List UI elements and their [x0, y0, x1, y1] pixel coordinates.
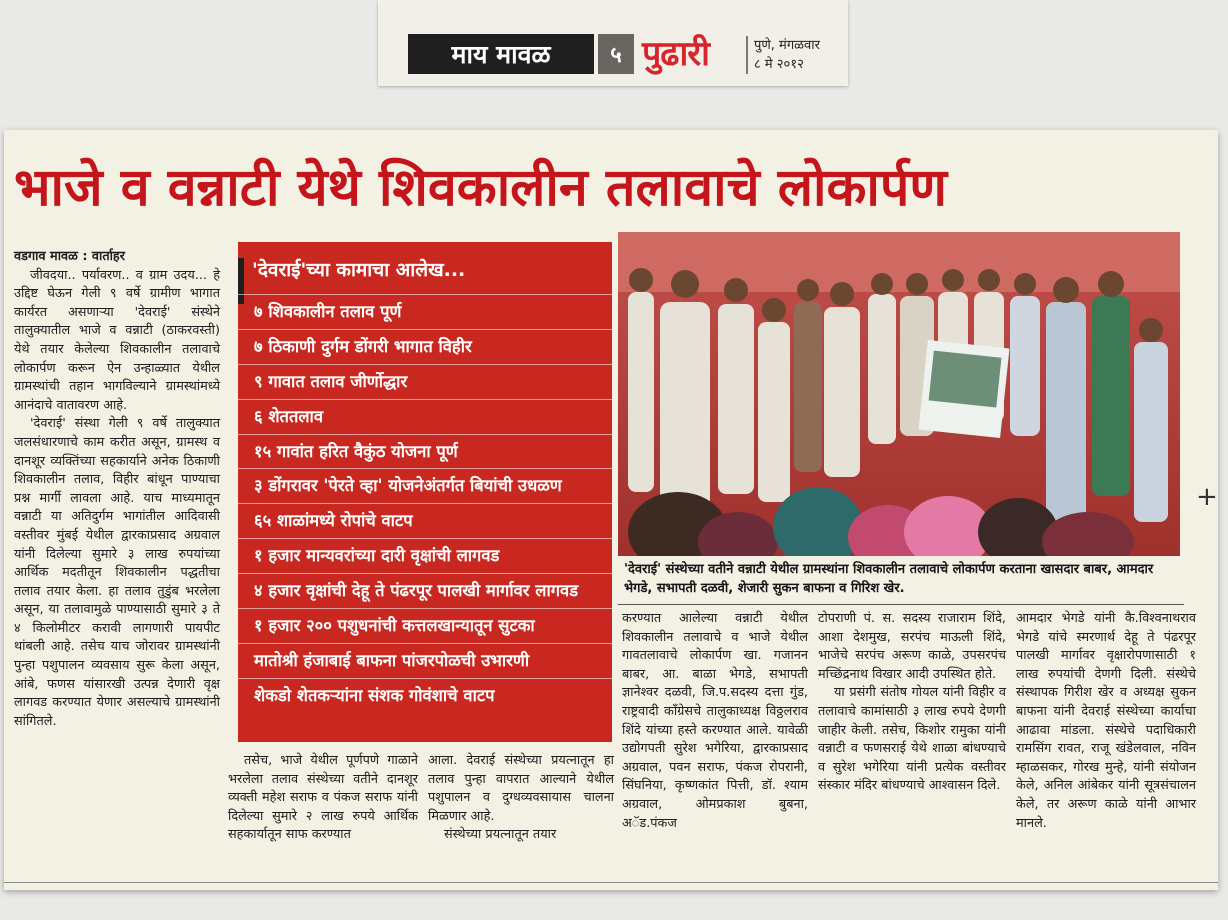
masthead-page-number: ५	[598, 34, 634, 74]
article-paragraph: जीवदया.. पर्यावरण.. व ग्राम उदय... हे उद्दिष्ट घेऊन गेली ९ वर्षे ग्रामीण भागात कार्यरत असणाऱ्या 'देवराई' संस्थेने तालुक्यातील भाजे व वन्नाटी (ठाकरवस्ती) येथे तयार केलेल्या शिवकालीन तलावाचे लोकार्पण करून ऐन उन्हाळ्यात येथील ग्रामस्थांची तहान भागविल्याने ग्रामस्थांमध्ये आनंदाचे वातावरण आहे.	[14, 267, 220, 413]
newspaper-logo: पुढारी	[642, 34, 709, 74]
devrai-work-sidebar	[238, 242, 612, 742]
sidebar-list-item: ९ गावात तलाव जीर्णोद्धार	[238, 364, 612, 399]
masthead-date: ८ मे २०१२	[754, 57, 804, 72]
event-photo-image	[618, 232, 1180, 556]
article-paragraph: टोपराणी पं. स. सदस्य राजाराम शिंदे, आशा देशमुख, सरपंच माऊली शिंदे, भाजेचे सरपंच अरूण काळे, उपसरपंच मच्छिंद्रनाथ विखार आदी उपस्थित होते.	[818, 611, 1006, 682]
sidebar-list-item: १५ गावांत हरित वैकुंठ योजना पूर्ण	[238, 434, 612, 469]
masthead-dateline	[754, 36, 820, 74]
article-paragraph: 'देवराई' संस्था गेली ९ वर्षे तालुक्यात जलसंधारणाचे काम करीत असून, ग्रामस्थ व दानशूर व्यक्तिंच्या सहकार्याने अनेक ठिकाणी शिवकालीन तलाव, विहीर बांधून पाण्याचा प्रश्न मार्गी लावला आहे. याच माध्यमातून वन्नाटी या अतिदुर्गम भागांतील आदिवासी वस्तीवर मुंबई येथील द्वारकाप्रसाद अग्रवाल यांनी दिलेल्या सुमारे ३ लाख रुपयांच्या आर्थिक मदतीतून शिवकालीन पद्धतीचा तलाव तयार केला. हा तलाव तुडुंब भरलेला असून, या तलावामुळे पाण्यासाठी सुमारे ३ ते ४ किलोमीटर करावी लागणारी पायपीट थांबली आहे. तसेच याच जोरावर ग्रामस्थांनी पुन्हा पशुपालन व्यवसाय सुरू केला असून, आंबे, फणस यांसारखी उत्पन्न देणारी वृक्ष लागवड करण्यात येणार असल्याचे ग्रामस्थांनी सांगितले.	[14, 416, 220, 729]
article-column-3	[428, 752, 614, 845]
newspaper-masthead	[378, 0, 848, 86]
masthead-divider	[746, 36, 748, 74]
article-byline: वडगाव मावळ : वार्ताहर	[14, 249, 125, 264]
masthead-section-title: माय मावळ	[408, 34, 594, 74]
event-photograph	[618, 232, 1180, 556]
article-paragraph: तसेच, भाजे येथील पूर्णपणे गाळाने भरलेला तलाव संस्थेच्या वतीने दानशूर व्यक्ती महेश सराफ व पंकज सराफ यांनी दिलेल्या सुमारे २ लाख रुपये आर्थिक सहकार्यातून साफ करण्यात	[228, 753, 418, 843]
sidebar-list-item: शेकडो शेतकऱ्यांना संशक गोवंशाचे वाटप	[238, 678, 612, 713]
article-column-6	[1016, 610, 1196, 833]
sidebar-list-item: ६ शेततलाव	[238, 399, 612, 434]
article-paragraph: करण्यात आलेल्या वन्नाटी येथील शिवकालीन तलावाचे व भाजे येथील गावतलावाचे लोकार्पण खा. गजानन बाबर, आ. बाळा भेगडे, सभापती ज्ञानेश्वर दळवी, जि.प.सदस्य दत्ता गुंड, राष्ट्रवादी काँग्रेसचे तालुकाध्यक्ष विठ्ठलराव शिंदे यांच्या हस्ते करण्यात आले. यावेळी उद्योगपती सुरेश भगेरिया, द्वारकाप्रसाद अग्रवाल, पवन सराफ, पंकज रोपरानी, सिंघनिया, कृष्णकांत पित्ती, डॉ. श्याम अग्रवाल, ओमप्रकाश बुबना, अॅड.पंकज	[622, 611, 808, 831]
sidebar-list-item: १ हजार मान्यवरांच्या दारी वृक्षांची लागवड	[238, 538, 612, 573]
article-paragraph: संस्थेच्या प्रयत्नातून तयार	[444, 827, 557, 843]
article-column-2	[228, 752, 418, 845]
sidebar-list-item: १ हजार २०० पशुधनांची कत्तलखान्यातून सुटका	[238, 608, 612, 643]
sidebar-list-item: ७ शिवकालीन तलाव पूर्ण	[238, 294, 612, 329]
article-paragraph: आमदार भेगडे यांनी कै.विश्वनाथराव भेगडे यांचे स्मरणार्थ देहू ते पंढरपूर पालखी मार्गावर वृक्षारोपणासाठी १ लाख रुपयांची देणगी दिली. संस्थेचे संस्थापक गिरीश खेर व अध्यक्ष सुकन बाफना यांनी देवराई संस्थेच्या कार्याचा आढावा मांडला. संस्थेचे पदाधिकारी रामसिंग रावत, राजू खंडेलवाल, नविन म्हाळसकर, गोरख मुन्हे, यांनी संयोजन केले, अनिल आंबेकर यांनी सूत्रसंचालन केले, तर अरूण काळे यांनी आभार मानले.	[1016, 611, 1196, 831]
article-column-4	[622, 610, 808, 833]
masthead-city-day: पुणे, मंगळवार	[754, 38, 820, 53]
article-headline: भाजे व वन्नाटी येथे शिवकालीन तलावाचे लोकार्पण	[14, 158, 947, 218]
newspaper-clipping	[4, 130, 1218, 890]
sidebar-list-item: मातोश्री हंजाबाई बाफना पांजरपोळची उभारणी	[238, 643, 612, 678]
bottom-divider	[4, 882, 1218, 883]
crosshair-cursor-icon: +	[1196, 482, 1218, 512]
sidebar-list-item: ४ हजार वृक्षांची देहू ते पंढरपूर पालखी मार्गावर लागवड	[238, 573, 612, 608]
article-column-1	[14, 248, 220, 731]
sidebar-list-item: ७ ठिकाणी दुर्गम डोंगरी भागात विहीर	[238, 329, 612, 364]
article-paragraph: आला. देवराई संस्थेच्या प्रयत्नातून हा तलाव पुन्हा वापरात आल्याने येथील पशुपालन व दुग्धव्यवसायास चालना मिळणार आहे.	[428, 753, 614, 824]
photo-caption: 'देवराई' संस्थेच्या वतीने वन्नाटी येथील ग्रामस्थांना शिवकालीन तलावाचे लोकार्पण करताना खासदार बाबर, आमदार भेगडे, सभापती दळवी, शेजारी सुकन बाफना व गिरिश खेर.	[624, 562, 1154, 596]
article-paragraph: या प्रसंगी संतोष गोयल यांनी विहीर व तलावाचे कामांसाठी ३ लाख रुपये देणगी जाहीर केली. तसेच, किशोर रामुका यांनी वन्नाटी व फणसराई येथे शाळा बांधण्याचे व सुरेश भगेरिया यांनी प्रत्येक वस्तीवर संस्कार मंदिर बांधण्याचे आश्वासन दिले.	[818, 685, 1006, 794]
sidebar-list-item: ६५ शाळांमध्ये रोपांचे वाटप	[238, 503, 612, 538]
sidebar-list-item: ३ डोंगरावर 'पेरते व्हा' योजनेअंतर्गत बियांची उधळण	[238, 468, 612, 503]
caption-divider	[618, 604, 1184, 605]
article-column-5	[818, 610, 1006, 796]
sidebar-title: 'देवराई'च्या कामाचा आलेख...	[252, 259, 466, 281]
sidebar-list	[238, 294, 612, 713]
